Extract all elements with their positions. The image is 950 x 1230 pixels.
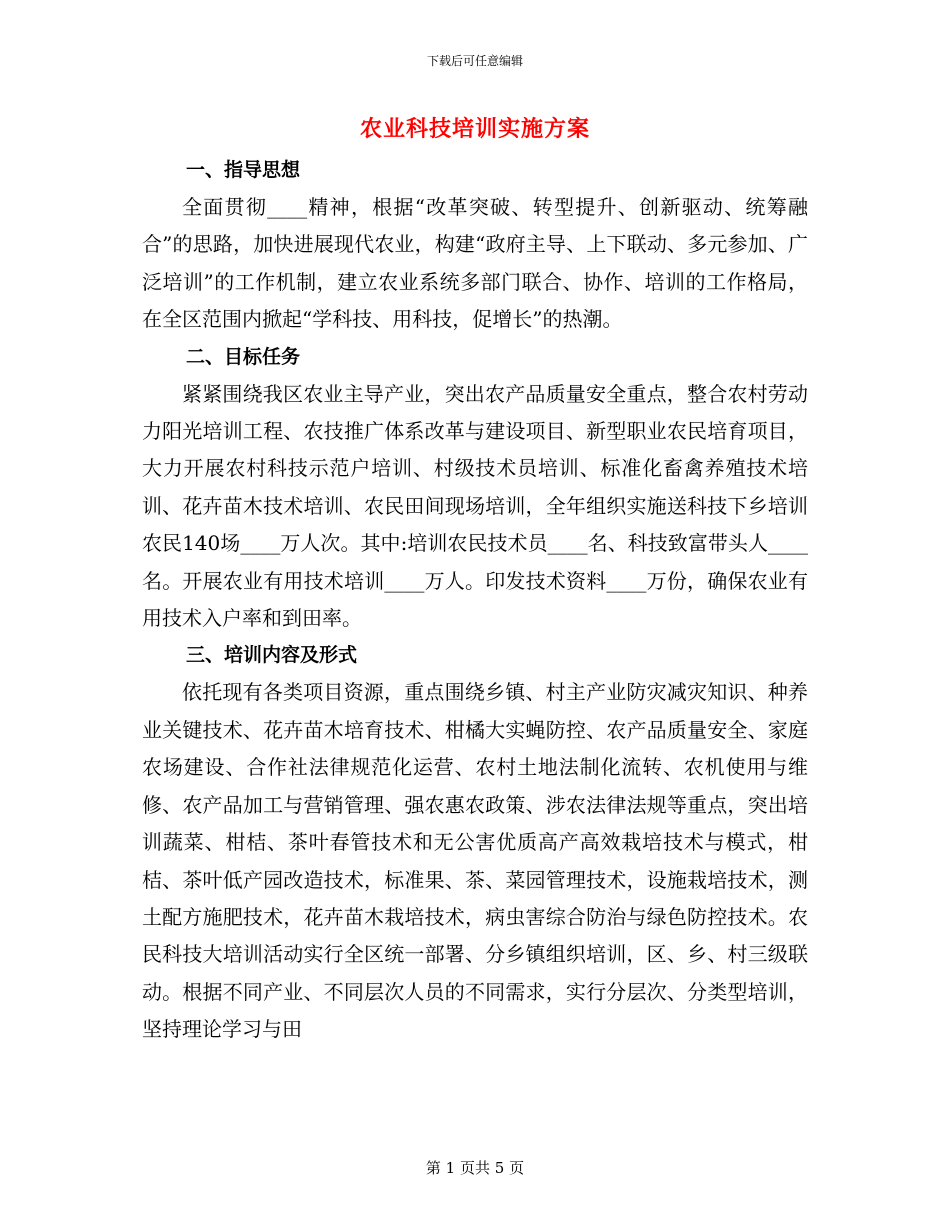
page-number: 第 1 页共 5 页 [425,1159,525,1177]
section-paragraph: 依托现有各类项目资源，重点围绕乡镇、村主产业防灾减灾知识、种养业关键技术、花卉苗木培育技术、柑橘大实蝇防控、农产品质量安全、家庭农场建设、合作社法律规范化运营、农村土地法制化流转、农机使用与维修、农产品加工与营销管理、强农惠农政策、涉农法律法规等重点，突出培训蔬菜、柑桔、茶叶春管技术和无公害优质高产高效栽培技术与模式，柑桔、茶叶低产园改造技术，标准果、茶、菜园管理技术，设施栽培技术，测土配方施肥技术，花卉苗木栽培技术，病虫害综合防治与绿色防控技术。农民科技大培训活动实行全区统一部署、分乡镇组织培训，区、乡、村三级联动。根据不同产业、不同层次人员的不同需求，实行分层次、分类型培训，坚持理论学习与田 [142,680,808,1042]
section-heading: 二、目标任务 [186,345,301,368]
section-training-content [142,637,808,1048]
page-header-note: 下载后可任意编辑 [426,54,523,68]
section-paragraph: 全面贯彻____精神，根据“改革突破、转型提升、创新驱动、统筹融合”的思路，加快进展现代农业，构建“政府主导、上下联动、多元参加、广泛培训”的工作机制，建立农业系统多部门联合、协作、培训的工作格局，在全区范围内掀起“学科技、用科技，促增长”的热潮。 [142,195,808,332]
section-goals-tasks [142,339,808,638]
section-paragraph: 紧紧围绕我区农业主导产业，突出农产品质量安全重点，整合农村劳动力阳光培训工程、农技推广体系改革与建设项目、新型职业农民培育项目，大力开展农村科技示范户培训、村级技术员培训、标准化畜禽养殖技术培训、花卉苗木技术培训、农民田间现场培训，全年组织实施送科技下乡培训农民140场____万人次。其中:培训农民技术员____名、科技致富带头人____名。开展农业有用技术培训____万人。印发技术资料____万份，确保农业有用技术入户率和到田率。 [142,381,808,631]
document-body [142,152,808,1049]
section-heading: 三、培训内容及形式 [186,644,358,667]
document-title: 农业科技培训实施方案 [359,116,590,142]
section-guiding-ideology [142,152,808,339]
section-heading: 一、指导思想 [186,159,301,181]
